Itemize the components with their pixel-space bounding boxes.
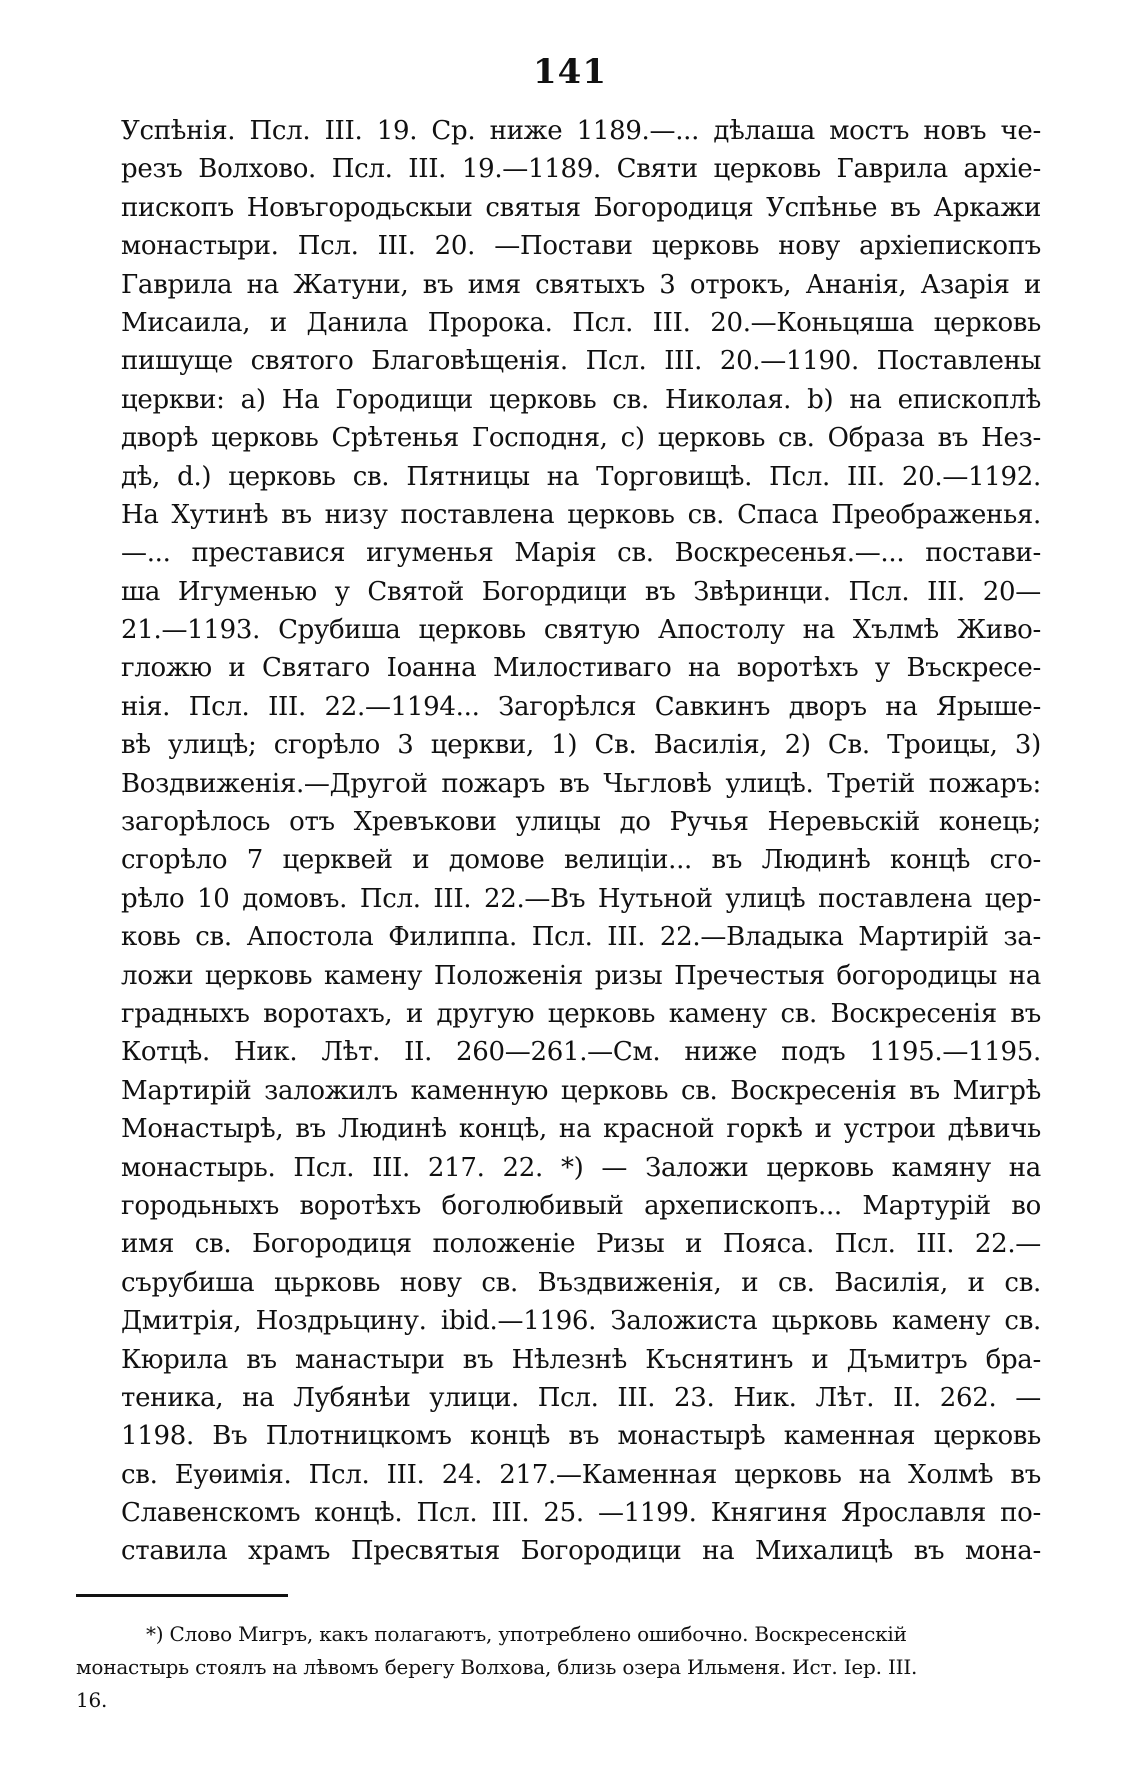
text-line: 1198. Въ Плотницкомъ концѣ въ монастырѣ каменная церковь [121,1421,1041,1452]
text-line: сгорѣло 7 церквей и домове велицiи... въ Людинѣ концѣ сго- [121,845,1041,876]
text-line: пишуще святого Благовѣщенія. Псл. III. 20.—1190. Поставлены [121,346,1041,377]
text-line: Мартирій заложилъ каменную церковь св. Воскресенія въ Мигрѣ [121,1075,1041,1106]
text-line: Котцѣ. Ник. Лѣт. II. 260—261.—См. ниже подъ 1195.—1195. [121,1037,1041,1068]
text-line: Дмитрія, Ноздрьцину. ibid.—1196. Заложиста цьрковь камену св. [121,1306,1041,1337]
text-line: ша Игуменью у Святой Богордици въ Звѣринци. Псл. III. 20— [121,576,1041,607]
text-line: ставила храмъ Пресвятыя Богородици на Михалицѣ въ мона- [121,1536,1041,1567]
text-line: гложю и Святаго Іоанна Милостиваго на воротѣхъ у Въскресе- [121,653,1041,684]
text-line: Воздвиженія.—Другой пожаръ въ Чьгловѣ улицѣ. Третій пожаръ: [121,768,1041,799]
text-line: св. Еуѳимія. Псл. III. 24. 217.—Каменная церковь на Холмѣ въ [121,1459,1041,1490]
text-line: сърубиша цьрковь нову св. Въздвиженія, и св. Василія, и св. [121,1267,1041,1298]
body-text [121,112,1041,1571]
footnote-line: монастырь стоялъ на лѣвомъ берегу Волхова, близь озера Ильменя. Ист. Іер. III. [76,1655,918,1679]
text-line: монастырь. Псл. III. 217. 22. *) — Заложи церковь камяну на [121,1152,1041,1183]
footnote [76,1618,1042,1717]
text-line: дѣ, d.) церковь св. Пятницы на Торговищѣ. Псл. III. 20.—1192. [121,461,1041,492]
text-line: ковь св. Апостола Филиппа. Псл. III. 22.—Владыка Мартирій за- [121,922,1041,953]
text-line: городьныхъ воротѣхъ боголюбивый архепископъ... Мартурій во [121,1190,1041,1221]
footnote-separator [76,1594,288,1597]
text-line: нія. Псл. III. 22.—1194... Загорѣлся Савкинъ дворъ на Ярыше- [121,691,1041,722]
text-line: вѣ улицѣ; сгорѣло 3 церкви, 1) Св. Василія, 2) Св. Троицы, 3) [121,730,1041,761]
text-line: церкви: а) На Городищи церковь св. Николая. b) на епископлѣ [121,384,1041,415]
text-line: 21.—1193. Срубиша церковь святую Апостолу на Хълмѣ Живо- [121,615,1041,646]
text-line: градныхъ воротахъ, и другую церковь камену св. Воскресенія въ [121,998,1041,1029]
text-line: ложи церковь камену Положенія ризы Пречестыя богородицы на [121,960,1041,991]
text-line: монастыри. Псл. III. 20. —Постави церковь нову архіепископъ [121,231,1041,262]
text-line: Мисаила, и Данила Пророка. Псл. III. 20.—Коньцяша церковь [121,307,1041,338]
text-line: На Хутинѣ въ низу поставлена церковь св. Спаса Преображенья. [121,499,1041,530]
footnote-line: *) Слово Мигръ, какъ полагаютъ, употреблено ошибочно. Воскресенскій [146,1622,907,1646]
page-number: 141 [533,52,607,92]
text-line: дворѣ церковь Срѣтенья Господня, с) церковь св. Образа въ Нез- [121,423,1041,454]
text-line: Кюрила въ манастыри въ Нѣлезнѣ Къснятинъ и Дъмитръ бра- [121,1344,1041,1375]
text-line: Гаврила на Жатуни, въ имя святыхъ 3 отрокъ, Ананія, Азарія и [121,269,1041,300]
footnote-line: 16. [76,1688,108,1712]
text-line: Монастырѣ, въ Людинѣ концѣ, на красной горкѣ и устрои дѣвичь [121,1114,1041,1145]
text-line: загорѣлось отъ Хревъкови улицы до Ручья Неревьскій конець; [121,807,1041,838]
text-line: имя св. Богородиця положеніе Ризы и Пояса. Псл. III. 22.— [121,1229,1041,1260]
text-line: резъ Волхово. Псл. III. 19.—1189. Святи церковь Гаврила архіе- [121,154,1041,185]
text-line: рѣло 10 домовъ. Псл. III. 22.—Въ Нутьной улицѣ поставлена цер- [121,883,1041,914]
text-line: пископъ Новъгородьскыи святыя Богородиця Успѣнье въ Аркажи [121,192,1041,223]
text-line: Успѣнія. Псл. III. 19. Ср. ниже 1189.—... дѣлаша мостъ новъ че- [121,116,1041,146]
text-line: теника, на Лубянѣи улици. Псл. III. 23. Ник. Лѣт. II. 262. — [121,1382,1041,1413]
text-line: —... преставися игуменья Марія св. Воскресенья.—... постави- [121,538,1041,569]
text-line: Славенскомъ концѣ. Псл. III. 25. —1199. Княгиня Ярославля по- [121,1498,1041,1529]
